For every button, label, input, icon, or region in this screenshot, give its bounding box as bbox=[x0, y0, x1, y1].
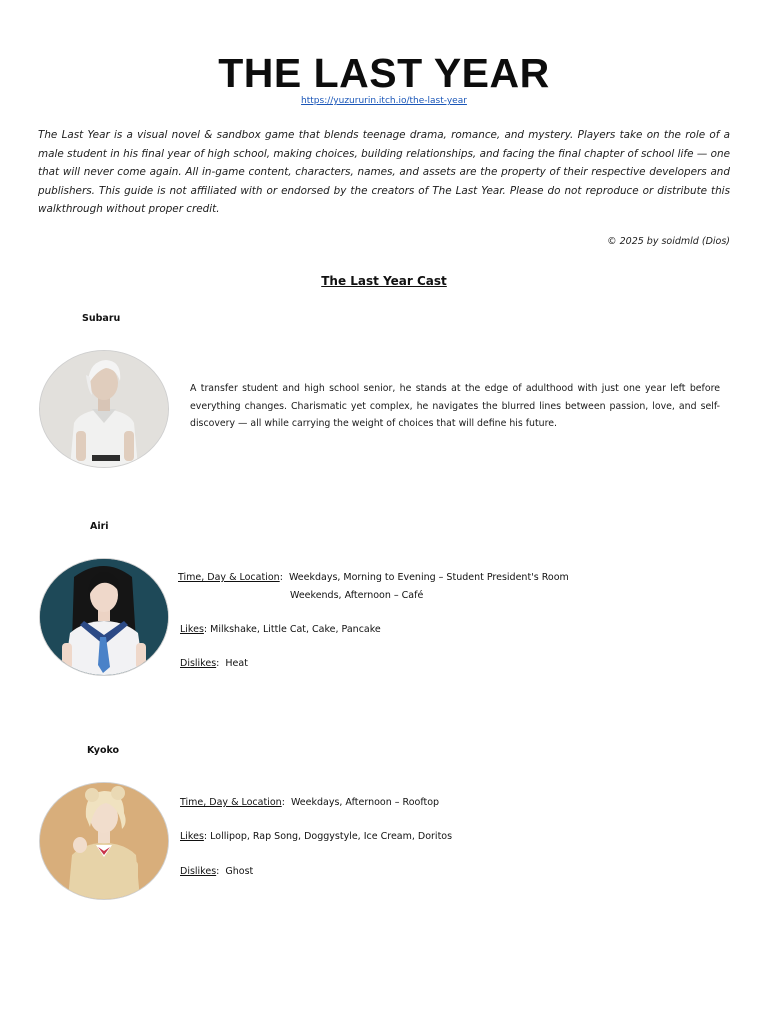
airi-time-value-1: Weekdays, Morning to Evening – Student President's Room bbox=[288, 572, 569, 583]
airi-time-line-1: Time, Day & Location: Weekdays, Morning to Evening – Student President's Room bbox=[178, 572, 569, 583]
game-page-link[interactable]: https://yuzururin.itch.io/the-last-year bbox=[301, 96, 467, 106]
subaru-bio: A transfer student and high school senior, he stands at the edge of adulthood with just one year left before everything changes. Charismatic yet complex, he navigates the blurred lines between passion, love, and self-discovery — all while carrying the weight of choices that will define his future. bbox=[190, 383, 720, 429]
cast-heading: The Last Year Cast bbox=[321, 274, 447, 288]
kyoko-time-line: Time, Day & Location: Weekdays, Afternoon – Rooftop bbox=[180, 797, 440, 808]
subaru-portrait bbox=[39, 350, 169, 468]
character-name-kyoko: Kyoko bbox=[87, 745, 120, 756]
document-title: THE LAST YEAR bbox=[218, 50, 550, 96]
airi-likes-value: Milkshake, Little Cat, Cake, Pancake bbox=[210, 624, 381, 635]
kyoko-portrait bbox=[39, 782, 169, 900]
airi-portrait bbox=[39, 558, 169, 676]
airi-dislikes-line: Dislikes: Heat bbox=[180, 658, 248, 669]
airi-dislikes-label: Dislikes bbox=[180, 658, 217, 669]
airi-dislikes-value: Heat bbox=[225, 658, 248, 669]
kyoko-dislikes-label: Dislikes bbox=[180, 866, 217, 877]
character-name-airi: Airi bbox=[90, 521, 109, 532]
airi-time-label: Time, Day & Location bbox=[178, 572, 280, 583]
intro-paragraph: The Last Year is a visual novel & sandbox game that blends teenage drama, romance, and mystery. Players take on the role of a male student in his final year of high school, making choices, building relationships, and facing the final chapter of school life — one that will never come again. All in-game content, characters, names, and assets are the property of their respective developers and publishers. This guide is not affiliated with or endorsed by the creators of The Last Year. Please do not reproduce or distribute this walkthrough without proper credit. bbox=[38, 129, 730, 215]
airi-likes-line: Likes: Milkshake, Little Cat, Cake, Pancake bbox=[180, 624, 381, 635]
airi-time-value-2: Weekends, Afternoon – Café bbox=[290, 590, 424, 601]
kyoko-time-label: Time, Day & Location bbox=[180, 797, 282, 808]
kyoko-likes-line: Likes: Lollipop, Rap Song, Doggystyle, Ice Cream, Doritos bbox=[180, 831, 453, 842]
kyoko-time-value: Weekdays, Afternoon – Rooftop bbox=[290, 797, 440, 808]
kyoko-likes-value: Lollipop, Rap Song, Doggystyle, Ice Cream, Doritos bbox=[210, 831, 453, 842]
kyoko-likes-label: Likes bbox=[180, 831, 204, 842]
airi-likes-label: Likes bbox=[180, 624, 204, 635]
copyright-notice: © 2025 by soidmld (Dios) bbox=[607, 236, 730, 247]
character-name-subaru: Subaru bbox=[82, 313, 121, 324]
kyoko-dislikes-value: Ghost bbox=[225, 866, 254, 877]
kyoko-dislikes-line: Dislikes: Ghost bbox=[180, 866, 254, 877]
